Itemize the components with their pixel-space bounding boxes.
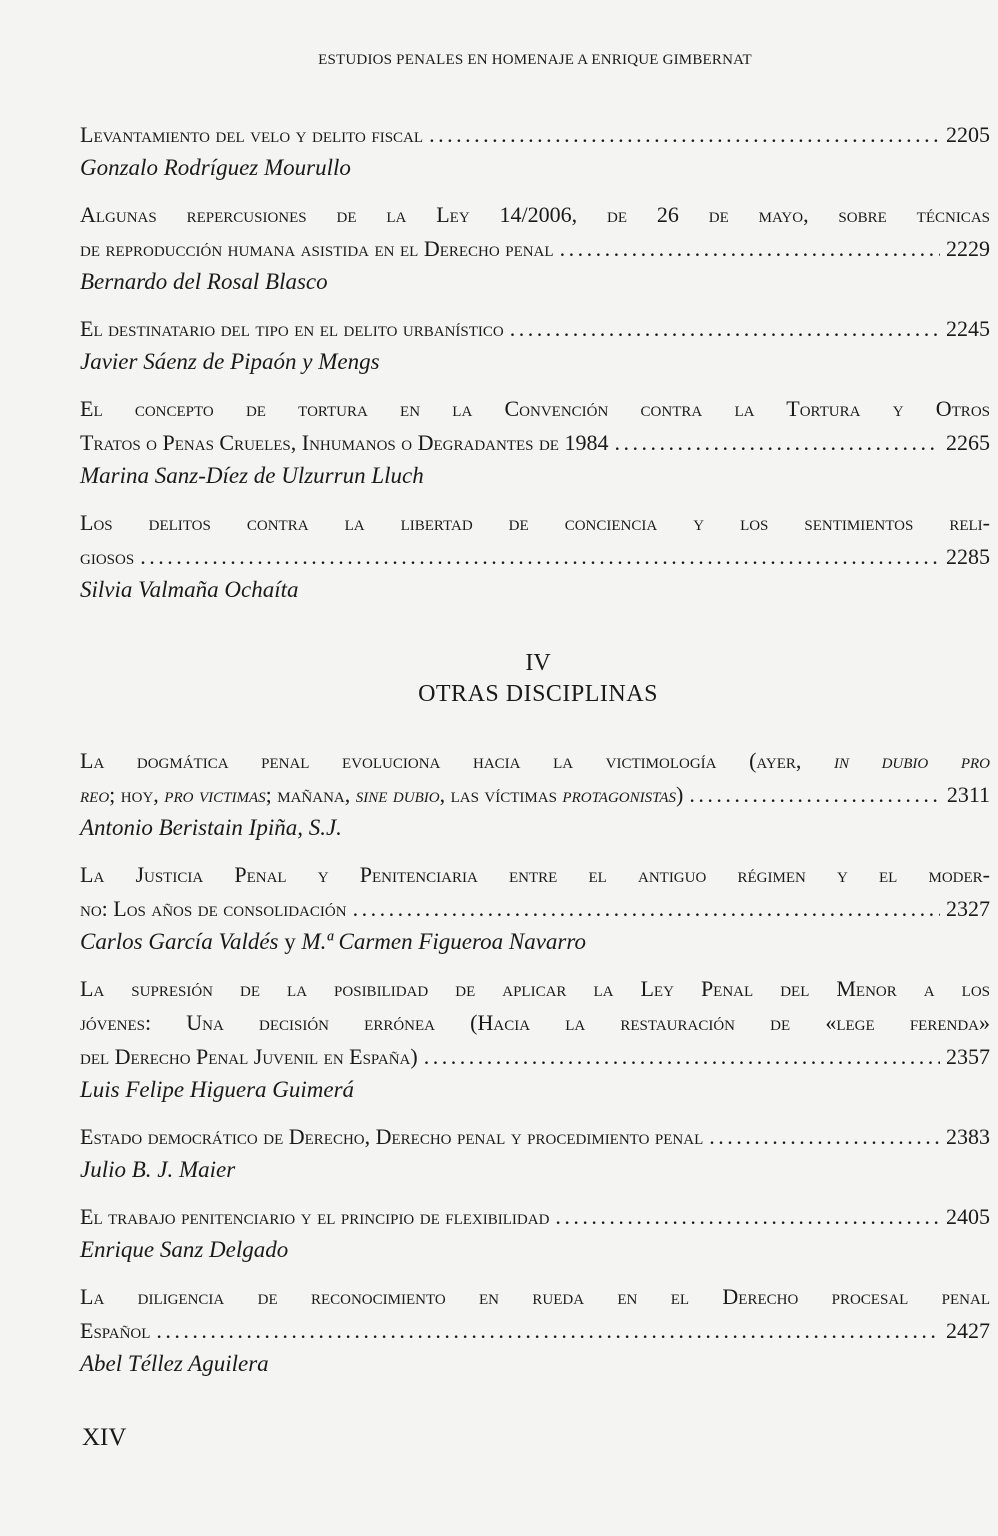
entry-author: Carlos García Valdés y M.ª Carmen Figueroa Navarro — [80, 929, 586, 954]
dot-leader — [689, 778, 940, 812]
dot-leader — [560, 232, 940, 266]
page-number: 2285 — [946, 544, 990, 569]
entry-author: Javier Sáenz de Pipaón y Mengs — [80, 349, 380, 374]
page-number: 2229 — [946, 236, 990, 261]
entry-title-line: giosos . . . 2285 — [80, 540, 990, 574]
dot-leader — [424, 1040, 940, 1074]
toc-entry[interactable] — [80, 198, 990, 298]
entry-author: Antonio Beristain Ipiña, S.J. — [80, 815, 342, 840]
dot-leader — [140, 540, 940, 574]
dot-leader — [614, 426, 940, 460]
toc-entry[interactable] — [80, 118, 990, 184]
dot-leader — [429, 118, 940, 152]
page-number: 2405 — [946, 1204, 990, 1229]
entry-title-line: La dogmática penal evoluciona hacia la victimología (ayer, in dubio pro — [80, 748, 990, 773]
entry-author: Gonzalo Rodríguez Mourullo — [80, 155, 351, 180]
entry-title-line: jóvenes: Una decisión errónea (Hacia la restauración de «lege ferenda» — [80, 1010, 990, 1035]
page-number: 2311 — [946, 782, 990, 807]
toc-entry[interactable] — [80, 506, 990, 606]
toc-entry[interactable] — [80, 312, 990, 378]
toc-entry[interactable] — [80, 1280, 990, 1380]
entry-title-line: El concepto de tortura en la Convención contra la Tortura y Otros — [80, 396, 990, 421]
toc-entry[interactable] — [80, 744, 990, 844]
toc-entry[interactable] — [80, 392, 990, 492]
running-header: ESTUDIOS PENALES EN HOMENAJE A ENRIQUE GIMBERNAT — [318, 52, 752, 68]
entry-title-line: El trabajo penitenciario y el principio de flexibilidad . . . 2405 — [80, 1200, 990, 1234]
entry-author: Enrique Sanz Delgado — [80, 1237, 289, 1262]
entry-title-line: El destinatario del tipo en el delito urbanístico . . . 2245 — [80, 312, 990, 346]
dot-leader — [156, 1314, 940, 1348]
entry-title-line: no: Los años de consolidación . . . 2327 — [80, 892, 990, 926]
entry-title-line: Estado democrático de Derecho, Derecho penal y procedimiento penal . . . 2383 — [80, 1120, 990, 1154]
toc-entry[interactable] — [80, 858, 990, 958]
entry-title-line: de reproducción humana asistida en el Derecho penal . . . 2229 — [80, 232, 990, 266]
entry-author: Julio B. J. Maier — [80, 1157, 236, 1182]
toc-entry[interactable] — [80, 1120, 990, 1186]
entry-title-line: del Derecho Penal Juvenil en España) . . . 2357 — [80, 1040, 990, 1074]
entry-author: Silvia Valmaña Ochaíta — [80, 577, 299, 602]
section-number: IV — [525, 650, 551, 676]
page-number: 2245 — [946, 316, 990, 341]
entry-title-line: Levantamiento del velo y delito fiscal . . . 2205 — [80, 118, 990, 152]
entry-title-line: La Justicia Penal y Penitenciaria entre el antiguo régimen y el moder- — [80, 862, 990, 887]
page-number: 2265 — [946, 430, 990, 455]
toc-entry[interactable] — [80, 972, 990, 1106]
dot-leader — [709, 1120, 940, 1154]
page-number: 2383 — [946, 1124, 990, 1149]
entry-title-line: Tratos o Penas Crueles, Inhumanos o Degradantes de 1984 . . . 2265 — [80, 426, 990, 460]
entry-title-line: Algunas repercusiones de la Ley 14/2006, de 26 de mayo, sobre técnicas — [80, 202, 990, 227]
section-heading — [0, 648, 998, 710]
dot-leader — [555, 1200, 940, 1234]
entry-author: Marina Sanz-Díez de Ulzurrun Lluch — [80, 463, 424, 488]
dot-leader — [353, 892, 940, 926]
entry-title-line: Español . . . 2427 — [80, 1314, 990, 1348]
entry-title-line: reo; hoy, pro victimas; mañana, sine dubio, las víctimas protagonistas) . . . 2311 — [80, 778, 990, 812]
entry-author: Bernardo del Rosal Blasco — [80, 269, 328, 294]
entry-author: Abel Téllez Aguilera — [80, 1351, 269, 1376]
toc-entry[interactable] — [80, 1200, 990, 1266]
entry-title-line: La diligencia de reconocimiento en rueda en el Derecho procesal penal — [80, 1284, 990, 1309]
entry-title-line: Los delitos contra la libertad de conciencia y los sentimientos reli- — [80, 510, 990, 535]
page-number: 2205 — [946, 122, 990, 147]
toc-group-1 — [80, 118, 990, 620]
dot-leader — [510, 312, 940, 346]
entry-author: Luis Felipe Higuera Guimerá — [80, 1077, 355, 1102]
entry-title-line: La supresión de la posibilidad de aplicar la Ley Penal del Menor a los — [80, 976, 990, 1001]
section-title: OTRAS DISCIPLINAS — [418, 681, 658, 707]
page-number: 2327 — [946, 896, 990, 921]
page-number: 2427 — [946, 1318, 990, 1343]
toc-group-2 — [80, 744, 990, 1394]
page-folio: XIV — [82, 1424, 127, 1451]
page-number: 2357 — [946, 1044, 990, 1069]
